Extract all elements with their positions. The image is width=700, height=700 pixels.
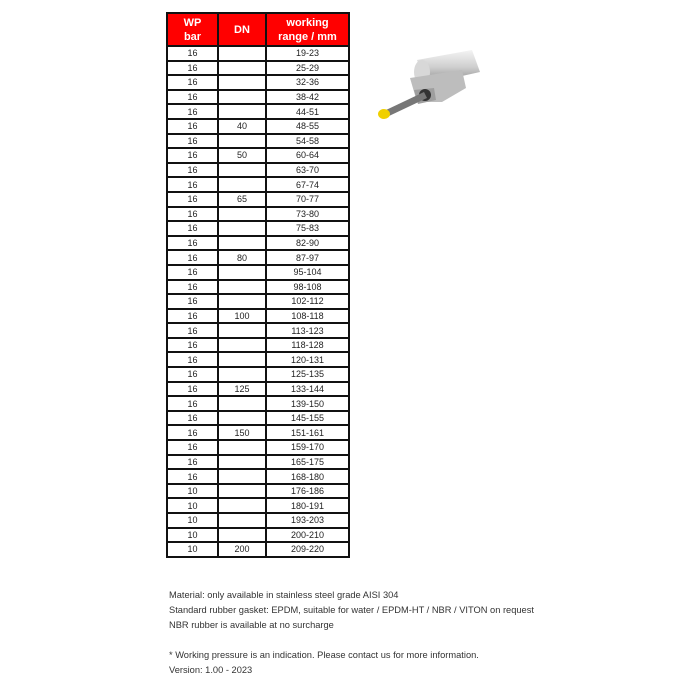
cell-wp-bar: 16 [167, 396, 218, 411]
cell-working-range: 75-83 [266, 221, 349, 236]
cell-wp-bar: 16 [167, 207, 218, 222]
header-wp-bar: WP bar [167, 13, 218, 46]
table-row [167, 207, 349, 222]
cell-working-range: 98-108 [266, 280, 349, 295]
cell-working-range: 151-161 [266, 425, 349, 440]
notes-block [169, 588, 534, 678]
note-material: Material: only available in stainless steel grade AISI 304 [169, 590, 399, 600]
cell-working-range: 108-118 [266, 309, 349, 324]
table-row [167, 425, 349, 440]
cell-dn [218, 455, 266, 470]
cell-wp-bar: 16 [167, 61, 218, 76]
table-row [167, 411, 349, 426]
cell-dn [218, 396, 266, 411]
cell-working-range: 54-58 [266, 134, 349, 149]
cell-working-range: 82-90 [266, 236, 349, 251]
table-row [167, 513, 349, 528]
cell-dn: 150 [218, 425, 266, 440]
cell-wp-bar: 10 [167, 484, 218, 499]
table-row [167, 90, 349, 105]
cell-dn: 200 [218, 542, 266, 557]
cell-dn: 125 [218, 382, 266, 397]
cell-wp-bar: 16 [167, 323, 218, 338]
table-row [167, 542, 349, 557]
cell-dn [218, 469, 266, 484]
table-row [167, 192, 349, 207]
cell-dn [218, 46, 266, 61]
cell-dn [218, 323, 266, 338]
table-row [167, 528, 349, 543]
cell-working-range: 200-210 [266, 528, 349, 543]
cell-working-range: 168-180 [266, 469, 349, 484]
table-row [167, 61, 349, 76]
cell-dn [218, 177, 266, 192]
cell-dn [218, 367, 266, 382]
cell-wp-bar: 16 [167, 177, 218, 192]
table-header-row [167, 13, 349, 46]
cell-working-range: 44-51 [266, 104, 349, 119]
cell-working-range: 118-128 [266, 338, 349, 353]
table-row [167, 236, 349, 251]
table-row [167, 323, 349, 338]
note-nbr: NBR rubber is available at no surcharge [169, 620, 334, 630]
header-working-range: working range / mm [266, 13, 349, 46]
cell-wp-bar: 16 [167, 148, 218, 163]
cell-wp-bar: 16 [167, 382, 218, 397]
note-version: Version: 1.00 - 2023 [169, 665, 253, 675]
cell-wp-bar: 16 [167, 265, 218, 280]
cell-dn [218, 75, 266, 90]
cell-wp-bar: 16 [167, 309, 218, 324]
cell-dn [218, 440, 266, 455]
table-row [167, 352, 349, 367]
cell-working-range: 125-135 [266, 367, 349, 382]
cell-working-range: 19-23 [266, 46, 349, 61]
cell-dn: 80 [218, 250, 266, 265]
table-row [167, 440, 349, 455]
table-row [167, 46, 349, 61]
cell-wp-bar: 16 [167, 352, 218, 367]
cell-dn [218, 104, 266, 119]
cell-wp-bar: 10 [167, 542, 218, 557]
cell-dn [218, 484, 266, 499]
table-row [167, 163, 349, 178]
cell-working-range: 133-144 [266, 382, 349, 397]
table-row [167, 250, 349, 265]
cell-working-range: 193-203 [266, 513, 349, 528]
cell-dn [218, 338, 266, 353]
cell-wp-bar: 16 [167, 425, 218, 440]
cell-wp-bar: 10 [167, 513, 218, 528]
cell-wp-bar: 16 [167, 134, 218, 149]
cell-dn: 40 [218, 119, 266, 134]
cell-dn [218, 61, 266, 76]
table-row [167, 309, 349, 324]
cell-wp-bar: 10 [167, 498, 218, 513]
cell-dn: 50 [218, 148, 266, 163]
cell-wp-bar: 16 [167, 46, 218, 61]
table-row [167, 367, 349, 382]
cell-working-range: 25-29 [266, 61, 349, 76]
cell-wp-bar: 16 [167, 236, 218, 251]
cell-working-range: 120-131 [266, 352, 349, 367]
pipe-repair-clamp-image [362, 50, 482, 130]
table-row [167, 221, 349, 236]
cell-working-range: 95-104 [266, 265, 349, 280]
cell-working-range: 70-77 [266, 192, 349, 207]
spec-table [166, 12, 350, 558]
cell-dn [218, 207, 266, 222]
cell-wp-bar: 16 [167, 250, 218, 265]
table-row [167, 177, 349, 192]
table-row [167, 498, 349, 513]
cell-dn [218, 352, 266, 367]
cell-working-range: 176-186 [266, 484, 349, 499]
cell-working-range: 32-36 [266, 75, 349, 90]
table-row [167, 75, 349, 90]
cell-working-range: 159-170 [266, 440, 349, 455]
cell-working-range: 38-42 [266, 90, 349, 105]
table-row [167, 134, 349, 149]
cell-dn [218, 265, 266, 280]
cell-dn [218, 221, 266, 236]
table-row [167, 455, 349, 470]
cell-dn [218, 528, 266, 543]
note-gasket: Standard rubber gasket: EPDM, suitable for water / EPDM-HT / NBR / VITON on request [169, 605, 534, 615]
table-row [167, 396, 349, 411]
cell-working-range: 73-80 [266, 207, 349, 222]
cell-wp-bar: 16 [167, 367, 218, 382]
table-row [167, 119, 349, 134]
cell-dn [218, 498, 266, 513]
cell-wp-bar: 16 [167, 469, 218, 484]
cell-working-range: 145-155 [266, 411, 349, 426]
cell-wp-bar: 16 [167, 411, 218, 426]
note-pressure: * Working pressure is an indication. Please contact us for more information. [169, 650, 479, 660]
cell-working-range: 180-191 [266, 498, 349, 513]
table-row [167, 382, 349, 397]
cell-wp-bar: 16 [167, 280, 218, 295]
table-row [167, 265, 349, 280]
table-row [167, 148, 349, 163]
cell-wp-bar: 16 [167, 192, 218, 207]
cell-wp-bar: 16 [167, 90, 218, 105]
table-row [167, 294, 349, 309]
cell-working-range: 165-175 [266, 455, 349, 470]
cell-dn: 100 [218, 309, 266, 324]
cell-working-range: 113-123 [266, 323, 349, 338]
cell-wp-bar: 16 [167, 75, 218, 90]
cell-dn [218, 411, 266, 426]
table-row [167, 280, 349, 295]
table-row [167, 469, 349, 484]
cell-wp-bar: 16 [167, 338, 218, 353]
cell-wp-bar: 16 [167, 455, 218, 470]
cell-working-range: 48-55 [266, 119, 349, 134]
cell-working-range: 67-74 [266, 177, 349, 192]
cell-working-range: 209-220 [266, 542, 349, 557]
cell-working-range: 102-112 [266, 294, 349, 309]
cell-wp-bar: 16 [167, 440, 218, 455]
cell-working-range: 60-64 [266, 148, 349, 163]
cell-working-range: 139-150 [266, 396, 349, 411]
cell-wp-bar: 16 [167, 221, 218, 236]
cell-wp-bar: 16 [167, 294, 218, 309]
cell-dn [218, 163, 266, 178]
cell-wp-bar: 16 [167, 119, 218, 134]
table-row [167, 104, 349, 119]
cell-working-range: 87-97 [266, 250, 349, 265]
cell-wp-bar: 16 [167, 104, 218, 119]
cell-dn [218, 280, 266, 295]
cell-dn [218, 236, 266, 251]
cell-wp-bar: 16 [167, 163, 218, 178]
header-dn: DN [218, 13, 266, 46]
cell-dn [218, 90, 266, 105]
cell-dn [218, 513, 266, 528]
cell-dn [218, 294, 266, 309]
cell-working-range: 63-70 [266, 163, 349, 178]
table-row [167, 338, 349, 353]
cell-wp-bar: 10 [167, 528, 218, 543]
table-row [167, 484, 349, 499]
cell-dn: 65 [218, 192, 266, 207]
cell-dn [218, 134, 266, 149]
